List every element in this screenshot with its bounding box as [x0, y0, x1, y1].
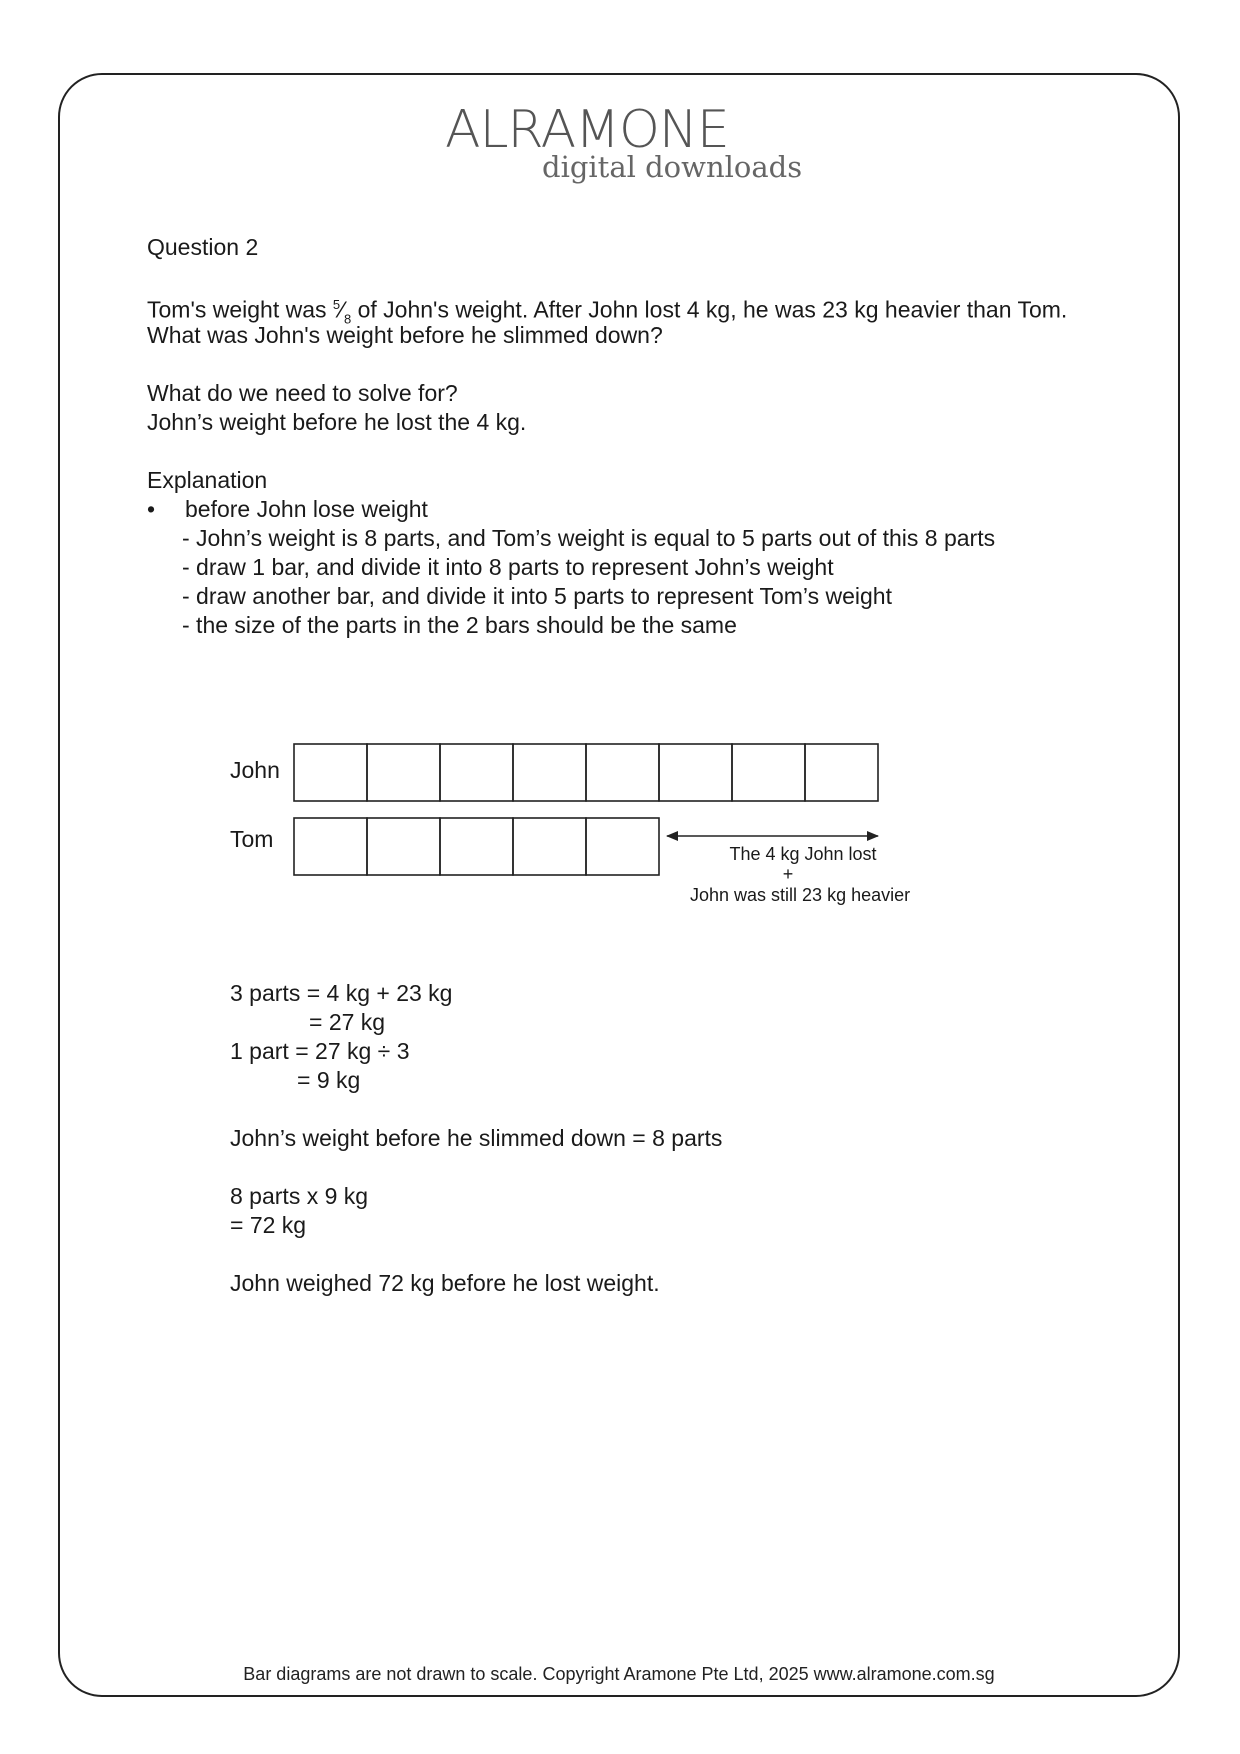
working-line: John’s weight before he slimmed down = 8 parts: [230, 1125, 723, 1151]
bar-label-tom: Tom: [230, 826, 274, 852]
question-text-end: of John's weight. After John lost 4 kg, he was 23 kg heavier than Tom.: [351, 296, 1068, 323]
bar-label-john: John: [230, 757, 280, 783]
question-title: Question 2: [147, 234, 259, 260]
sub-point: - draw 1 bar, and divide it into 8 parts to represent John’s weight: [182, 554, 834, 580]
logo-wordmark: ALRAMONE: [445, 100, 729, 160]
footer-copyright: Bar diagrams are not drawn to scale. Copyright Aramone Pte Ltd, 2025 www.alramone.com.sg: [243, 1664, 995, 1684]
arrow-label-heavier: John was still 23 kg heavier: [690, 885, 911, 905]
bullet-marker: •: [147, 496, 156, 522]
arrow-label-lost: The 4 kg John lost: [729, 844, 877, 864]
solve-answer: John’s weight before he lost the 4 kg.: [147, 409, 527, 435]
working-line: 8 parts x 9 kg: [230, 1183, 369, 1209]
working-line: 1 part = 27 kg ÷ 3: [230, 1038, 410, 1064]
final-answer: John weighed 72 kg before he lost weight.: [230, 1270, 660, 1296]
brand-logo: [445, 100, 805, 190]
question-text-start: Tom's weight was: [147, 296, 333, 323]
working-line: = 27 kg: [309, 1009, 386, 1035]
question-line-2: What was John's weight before he slimmed down?: [147, 322, 663, 348]
working-line: = 72 kg: [230, 1212, 307, 1238]
working-line: 3 parts = 4 kg + 23 kg: [230, 980, 453, 1006]
sub-point: - draw another bar, and divide it into 5 parts to represent Tom’s weight: [182, 583, 892, 609]
arrow-label-plus: +: [782, 864, 794, 884]
sub-point: - the size of the parts in the 2 bars should be the same: [182, 612, 737, 638]
fraction-denominator: 8: [343, 311, 352, 327]
explanation-heading: Explanation: [147, 467, 268, 493]
sub-point: - John’s weight is 8 parts, and Tom’s weight is equal to 5 parts out of this 8 parts: [182, 525, 996, 551]
working-line: = 9 kg: [297, 1067, 361, 1093]
solve-heading: What do we need to solve for?: [147, 380, 458, 406]
logo-tagline: digital downloads: [542, 150, 803, 184]
bullet-text: before John lose weight: [185, 496, 428, 522]
question-line-1: Tom's weight was $^5⁄_8$ of John's weight. After John lost 4 kg, he was 23 kg heavier than Tom.: [147, 296, 1068, 327]
fraction-numerator: 5: [332, 297, 341, 312]
